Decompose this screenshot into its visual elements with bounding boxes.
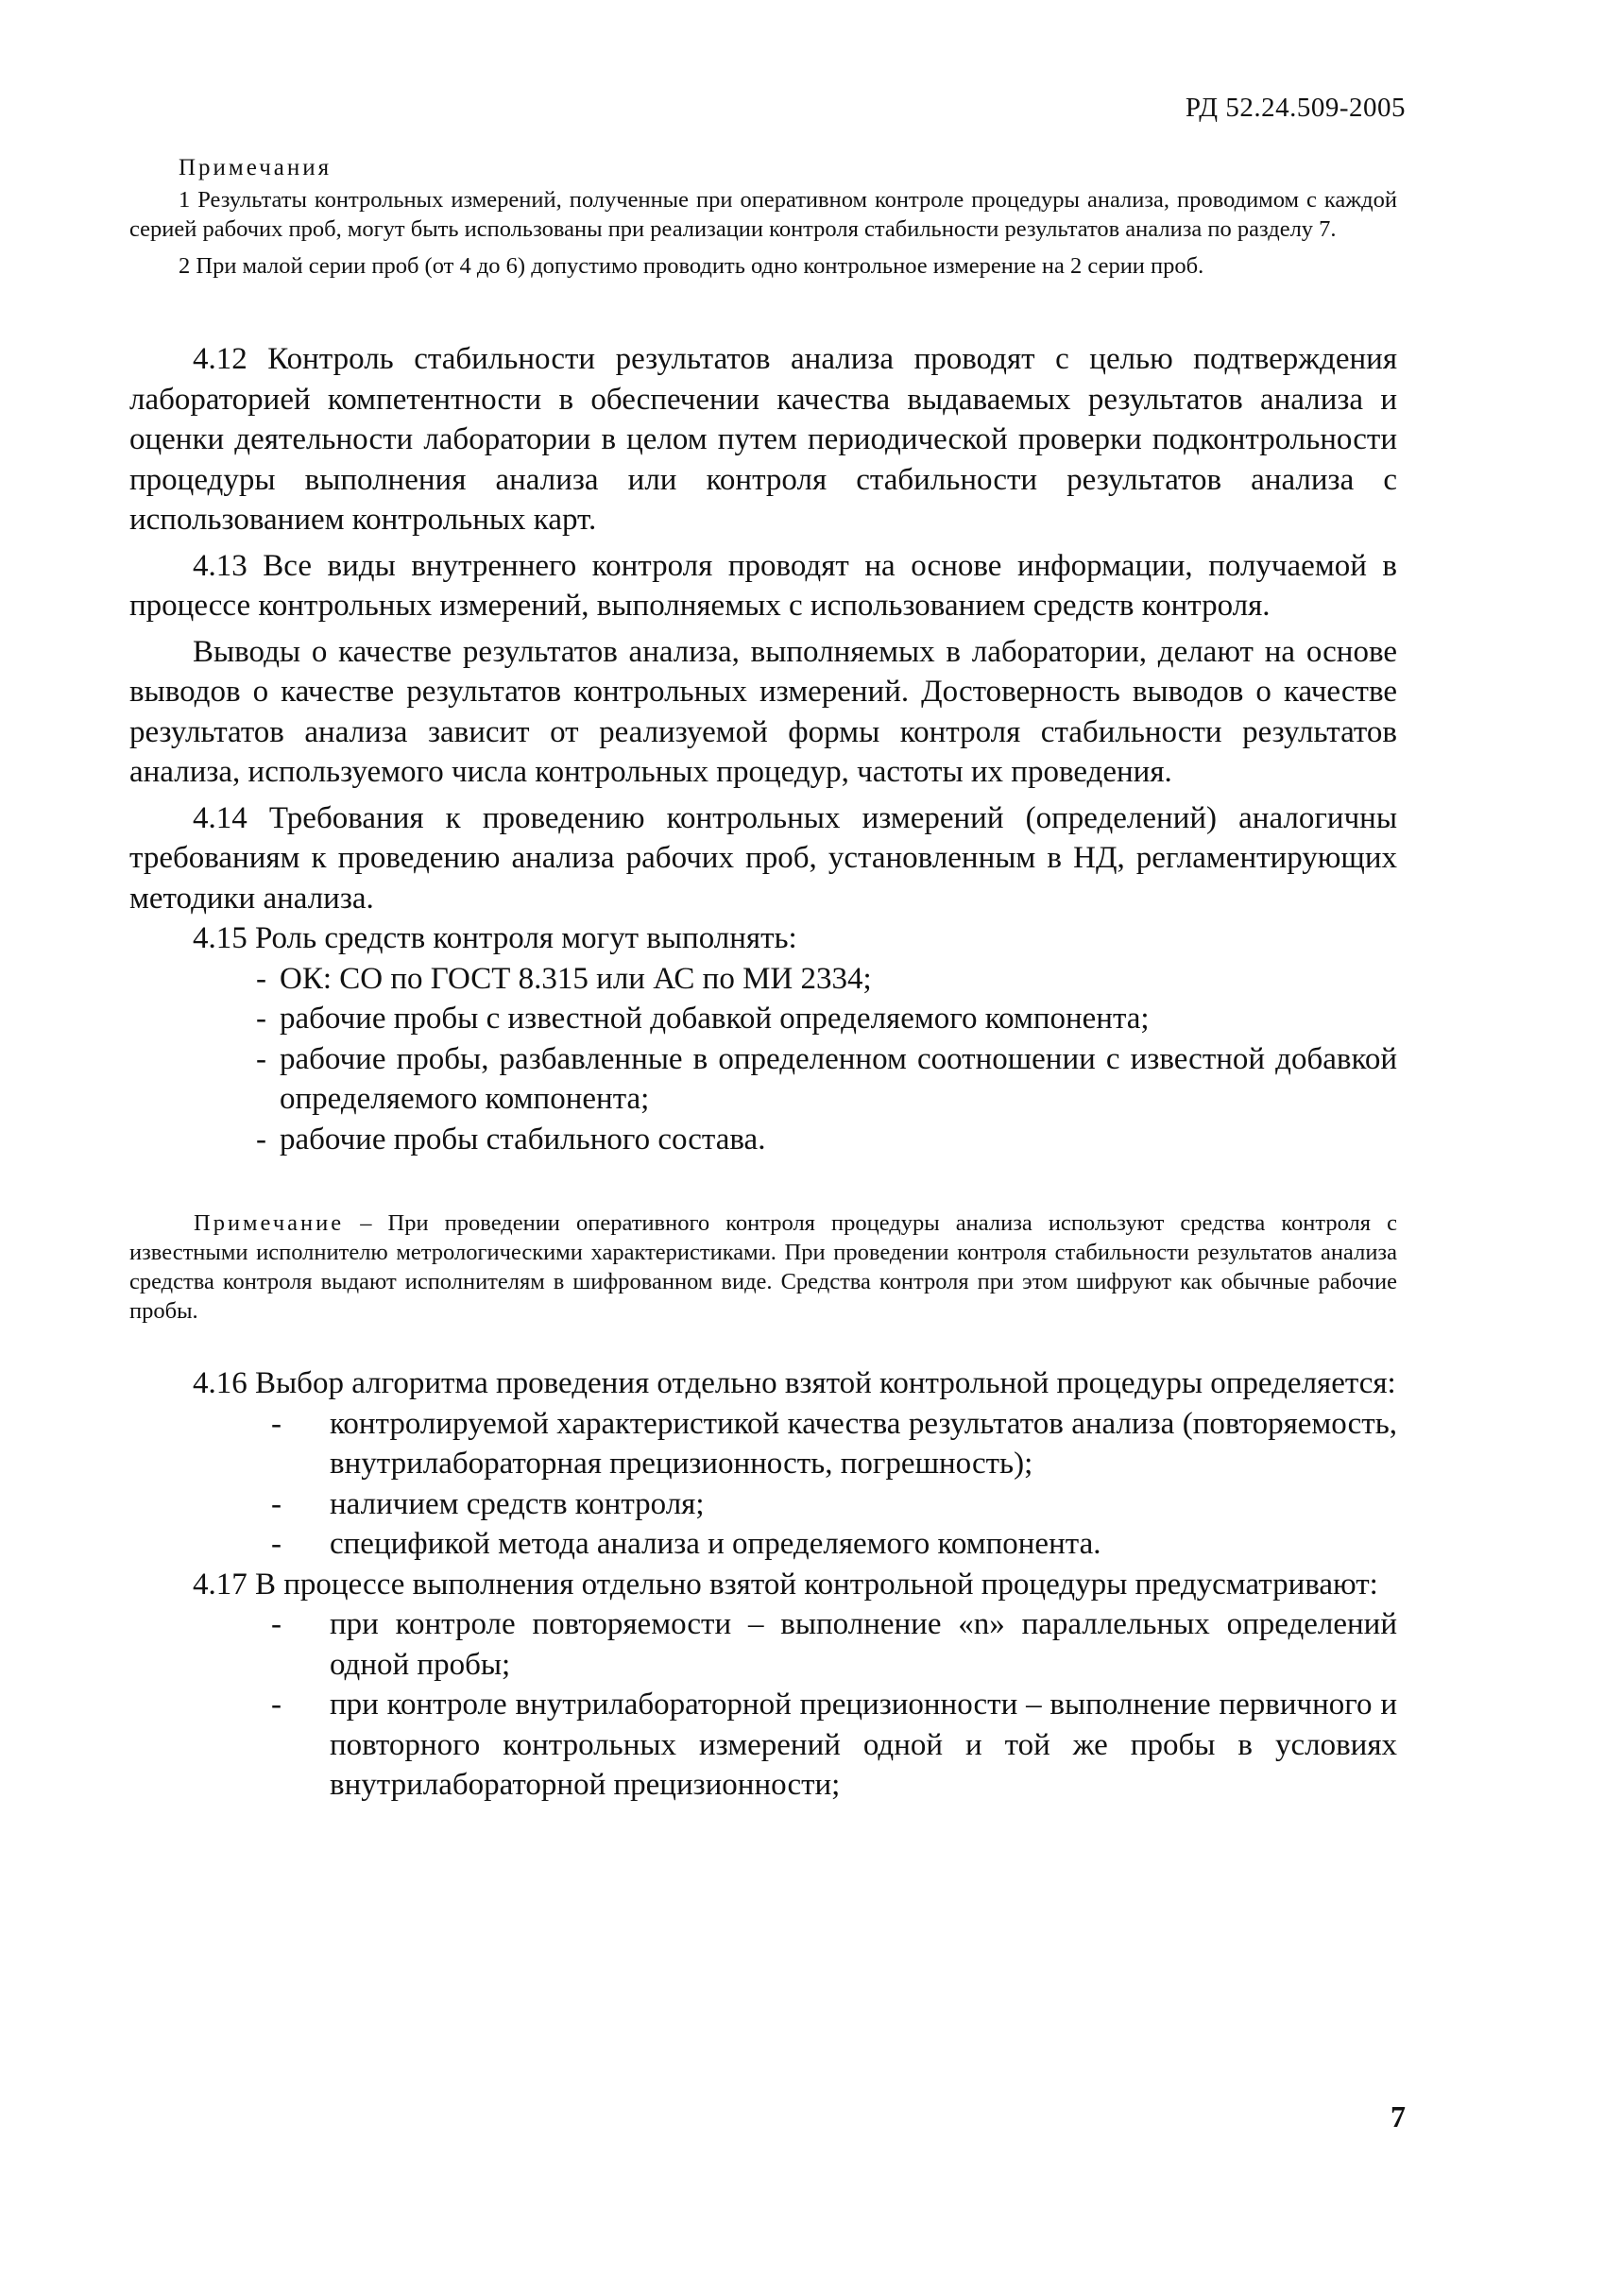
note-item-1: 1 Результаты контрольных измерений, полученные при оперативном контроле процедуры анализа, проводимом с каждой серией рабочих проб, могут быть использованы при реализации контроля стабильности результатов анализа по разделу 7. xyxy=(129,187,1397,242)
notes-block xyxy=(129,155,1397,281)
section-4-17: 4.17 В процессе выполнения отдельно взятой контрольной процедуры предусматривают: xyxy=(193,1567,1378,1602)
list-item xyxy=(129,1404,1397,1484)
list-item-text: контролируемой характеристикой качества результатов анализа (повторяемость, внутрилабораторная прецизионность, погрешность); xyxy=(330,1406,1397,1481)
list-item-text: спецификой метода анализа и определяемого компонента. xyxy=(330,1527,1101,1561)
procedure-provisions-list xyxy=(129,1604,1397,1806)
list-dash: - xyxy=(256,961,266,996)
list-item-text: при контроле внутрилабораторной прецизионности – выполнение первичного и повторного контрольных измерений одной и той же пробы в условиях внутрилабораторной прецизионности; xyxy=(330,1688,1397,1802)
list-item-text: наличием средств контроля; xyxy=(330,1486,705,1521)
section-4-13: 4.13 Все виды внутреннего контроля проводят на основе информации, получаемой в процессе контрольных измерений, выполняемых с использованием средств контроля. xyxy=(129,548,1397,623)
list-item-text: при контроле повторяемости – выполнение «n» параллельных определений одной пробы; xyxy=(330,1607,1397,1682)
page-number: 7 xyxy=(1391,2099,1406,2133)
section-4-15: 4.15 Роль средств контроля могут выполнять: xyxy=(193,921,797,955)
list-dash: - xyxy=(271,1688,282,1722)
list-item-text: рабочие пробы, разбавленные в определенном соотношении с известной добавкой определяемого компонента; xyxy=(280,1041,1397,1116)
list-item-text: рабочие пробы стабильного состава. xyxy=(280,1122,766,1157)
list-dash: - xyxy=(271,1607,282,1641)
list-item xyxy=(129,1120,1397,1160)
list-item-text: рабочие пробы с известной добавкой определяемого компонента; xyxy=(280,1002,1150,1036)
list-item xyxy=(129,999,1397,1039)
list-dash: - xyxy=(271,1527,282,1561)
document-code: РД 52.24.509-2005 xyxy=(1185,93,1406,123)
inline-note-text: – При проведении оперативного контроля процедуры анализа используют средства контроля с известными исполнителю метрологическими характеристиками. При проведении контроля стабильности результатов анализа средства контроля выдают исполнителям в шифрованном виде. Средства контроля при этом шифруют как обычные рабочие пробы. xyxy=(129,1210,1397,1324)
list-item xyxy=(129,1604,1397,1685)
inline-note-label: Примечание xyxy=(194,1210,345,1236)
list-item xyxy=(129,959,1397,1000)
list-item xyxy=(129,1039,1397,1120)
list-item-text: ОК: СО по ГОСТ 8.315 или АС по МИ 2334; xyxy=(280,961,872,996)
page-body xyxy=(129,155,1397,1806)
list-dash: - xyxy=(271,1486,282,1521)
list-dash: - xyxy=(256,1122,266,1157)
list-dash: - xyxy=(271,1406,282,1441)
list-dash: - xyxy=(256,1002,266,1036)
section-4-16: 4.16 Выбор алгоритма проведения отдельно взятой контрольной процедуры определяется: xyxy=(193,1366,1396,1400)
list-item xyxy=(129,1524,1397,1565)
section-4-13-continuation: Выводы о качестве результатов анализа, выполняемых в лаборатории, делают на основе выводов о качестве результатов контрольных измерений. Достоверность выводов о качестве результатов анализа зависит от реализуемой формы контроля стабильности результатов анализа, используемого числа контрольных процедур, частоты их проведения. xyxy=(129,634,1397,789)
control-means-list xyxy=(129,959,1397,1160)
section-4-12: 4.12 Контроль стабильности результатов анализа проводят с целью подтверждения лабораторией компетентности в обеспечении качества выдаваемых результатов анализа и оценки деятельности лаборатории в целом путем периодической проверки подконтрольности процедуры выполнения анализа или контроля стабильности результатов анализа с использованием контрольных карт. xyxy=(129,342,1397,537)
list-item xyxy=(129,1484,1397,1525)
inline-note xyxy=(129,1208,1397,1326)
notes-title: Примечания xyxy=(179,155,333,180)
note-item-2: 2 При малой серии проб (от 4 до 6) допустимо проводить одно контрольное измерение на 2 серии проб. xyxy=(179,253,1204,279)
algorithm-factors-list xyxy=(129,1404,1397,1565)
list-dash: - xyxy=(256,1041,266,1076)
list-item xyxy=(129,1685,1397,1806)
section-4-14: 4.14 Требования к проведению контрольных измерений (определений) аналогичны требованиям к проведению анализа рабочих проб, установленным в НД, регламентирующих методики анализа. xyxy=(129,800,1397,916)
